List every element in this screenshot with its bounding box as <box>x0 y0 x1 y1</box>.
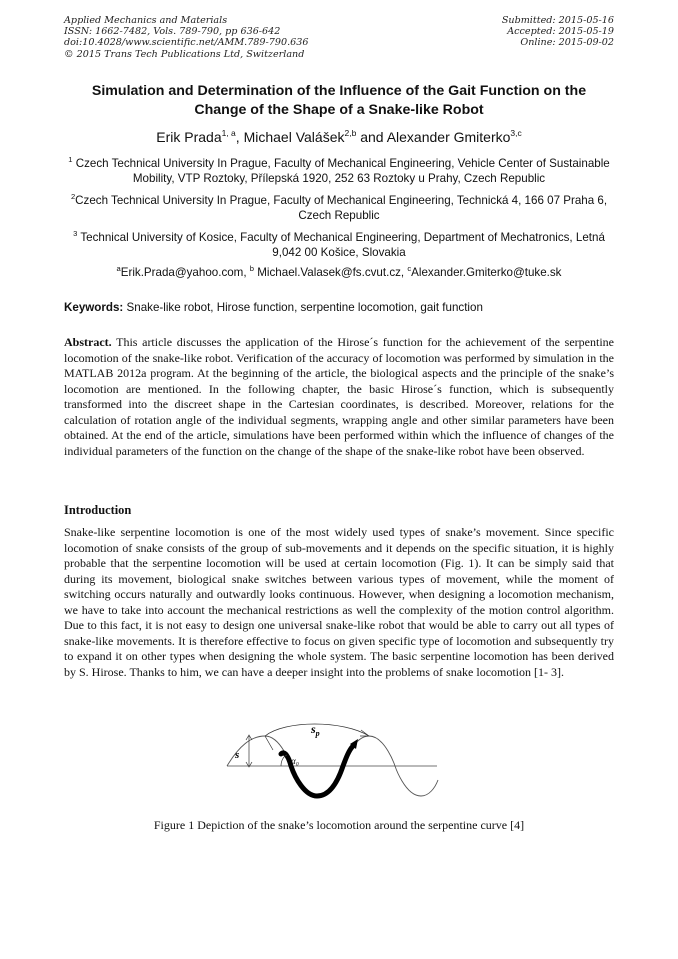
label-sp-main: s <box>311 722 316 736</box>
figure-1 <box>225 722 440 810</box>
author-list <box>64 128 614 146</box>
email-link[interactable]: Alexander.Gmiterko@tuke.sk <box>411 266 562 279</box>
affiliation <box>64 193 614 223</box>
figure-caption: Figure 1 Depiction of the snake’s locomotion around the serpentine curve [4] <box>153 818 525 832</box>
email-separator: , <box>243 266 250 279</box>
affiliation-superscript: 3 <box>73 229 78 238</box>
journal-copyright: © 2015 Trans Tech Publications Ltd, Switzerland <box>64 48 305 60</box>
accepted-date: Accepted: 2015-05-19 <box>507 26 614 38</box>
author-superscript: 2,b <box>344 128 357 138</box>
keywords <box>64 300 614 315</box>
email-superscript: c <box>407 264 412 273</box>
journal-issn: ISSN: 1662-7482, Vols. 789-790, pp 636-642 <box>64 26 281 38</box>
journal-doi[interactable]: doi:10.4028/www.scientific.net/AMM.789-790.636 <box>64 37 309 49</box>
affiliation-superscript: 2 <box>70 192 76 201</box>
affiliation <box>64 156 614 186</box>
author-name: Alexander Gmiterko <box>386 129 511 145</box>
author-superscript: 3,c <box>510 128 522 138</box>
affiliation-text: Czech Technical University In Prague, Faculty of Mechanical Engineering, Vehicle Center of Sustainable Mobility, VTP Roztoky, Přílepská 1920, 252 63 Roztoky u Prahy, Czech Republic <box>75 157 610 186</box>
author-name: Michael Valášek <box>243 129 345 145</box>
publication-dates <box>414 15 614 49</box>
author-separator: and <box>356 129 387 145</box>
author-superscript: 1, a <box>221 128 236 138</box>
author-name: Erik Prada <box>156 129 222 145</box>
serpentine-curve-diagram <box>225 722 440 810</box>
journal-name: Applied Mechanics and Materials <box>64 15 228 26</box>
label-s: s <box>235 749 240 761</box>
author-emails <box>64 265 614 280</box>
label-sp-subscript: p <box>315 729 320 738</box>
affiliation-text: Czech Technical University In Prague, Faculty of Mechanical Engineering, Technická 4, 166 07 Praha 6, Czech Republic <box>75 194 608 223</box>
section-heading: Introduction <box>64 503 132 517</box>
keywords-text: Snake-like robot, Hirose function, serpentine locomotion, gait function <box>126 301 483 314</box>
label-alpha: α₀ <box>291 756 299 766</box>
abstract-text: This article discusses the application of the Hirose´s function for the achievement of the serpentine locomotion of the snake-like robot. Verification of the accuracy of locomotion was performed by simulation in the MATLAB 2012a program. At the beginning of the article, the biological aspects and the principle of the snake’s locomotion are mentioned. In the following chapter, the basic Hirose´s function, which is subsequently transformed into the discreet shape in the Cartesian coordinates, is described. Moreover, relations for the calculation of rotation angle of the individual segments, wrapping angle and other similar parameters have been obtained. At the end of the article, simulations have been performed within which the influence of changes of the individual parameters of the function on the change of the shape of the snake-like robot have been observed. <box>64 335 614 458</box>
email-link[interactable]: Michael.Valasek@fs.cvut.cz <box>257 266 401 279</box>
section-body: Snake-like serpentine locomotion is one of the most widely used types of snake’s movement. Since specific locomotion of snake consists of the group of sub-movements and it depends on the specific situation, it is highly probable that the serpentine locomotion will be used at certain locomotion (Fig. 1). It can be simply said that during its movement, biological snake switches between various types of movement, while the moment of switching occurs naturally and outwardly looks continuous. However, when designing a locomotion mechanism, we have to take into account the mechanical restrictions as well the complexity of the motion control algorithm. Due to this fact, it is not easy to design one universal snake-like robot that would be able to carry out all types of snake-like movements. It is therefore effective to focus on given specific type of locomotion and subsequently try to expand it on other types when designing the whole system. The basic serpentine locomotion has been derived by S. Hirose. Thanks to him, we can have a deeper insight into the problems of snake locomotion [1- 3]. <box>64 525 614 679</box>
email-superscript: b <box>249 264 255 273</box>
email-superscript: a <box>116 264 121 273</box>
affiliation <box>64 230 614 260</box>
submitted-date: Submitted: 2015-05-16 <box>501 15 614 26</box>
email-separator: , <box>400 266 408 279</box>
abstract-label: Abstract. <box>64 335 112 349</box>
online-date: Online: 2015-09-02 <box>520 37 614 49</box>
journal-header <box>64 15 364 60</box>
affiliation-text: Technical University of Kosice, Faculty of Mechanical Engineering, Department of Mechatronics, Letná 9,042 00 Košice, Slovakia <box>80 231 605 260</box>
email-link[interactable]: Erik.Prada@yahoo.com <box>120 266 244 279</box>
paper-title: Simulation and Determination of the Influence of the Gait Function on the Change of the Shape of a Snake-like Robot <box>91 83 587 118</box>
label-sp <box>310 722 320 738</box>
author-separator: , <box>235 129 244 145</box>
arrow-head <box>360 730 369 736</box>
affiliation-superscript: 1 <box>68 155 73 164</box>
snake-body <box>281 746 353 796</box>
keywords-label: Keywords: <box>64 301 124 314</box>
abstract <box>64 335 614 459</box>
